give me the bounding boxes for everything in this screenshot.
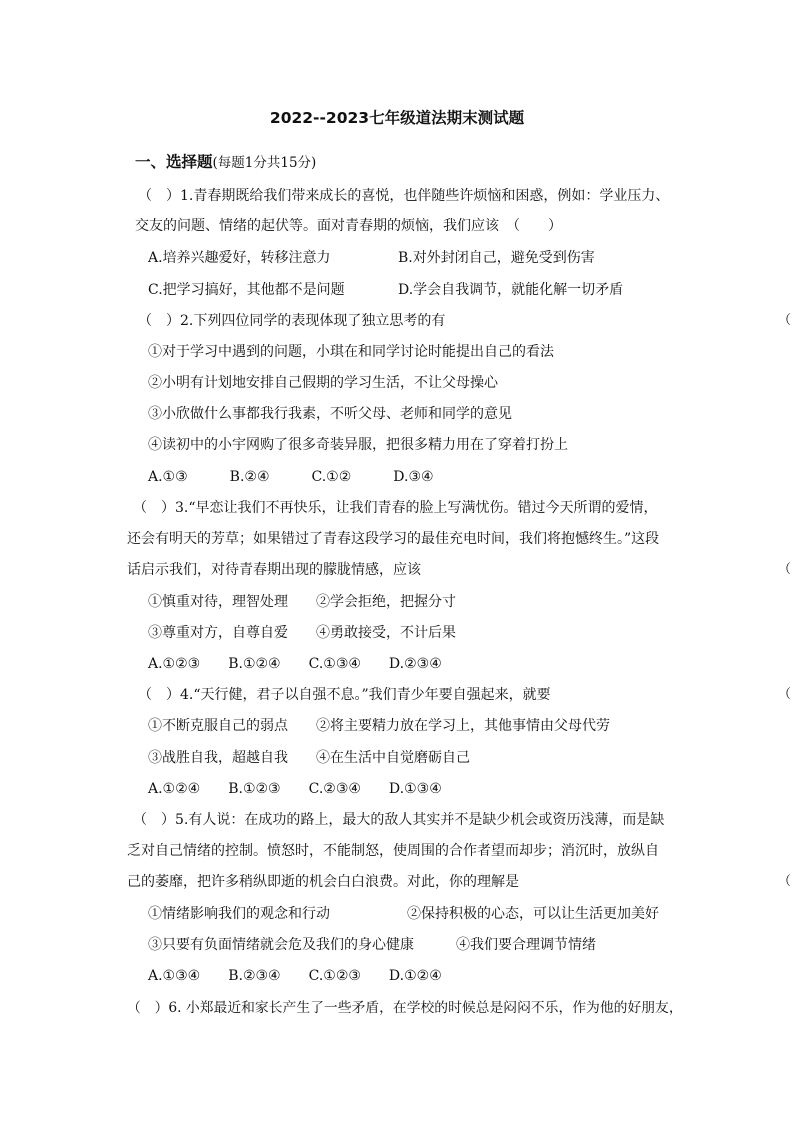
q5-stem-line-3: 己的萎靡，把许多稍纵即逝的机会白白浪费。对此，你的理解是	[127, 874, 519, 890]
q1-option-a: A.培养兴趣爱好，转移注意力	[148, 250, 331, 266]
section-note: (每题1分共15分)	[212, 155, 317, 171]
q3-item-3-4: ③尊重对方，自尊自爱 ④勇敢接受，不计后果	[148, 625, 456, 641]
q1-option-c: C.把学习搞好，其他都不是问题	[148, 282, 345, 298]
q2-options: A.①③ B.②④ C.①② D.③④	[148, 469, 434, 485]
section-title: 一、选择题	[135, 153, 213, 171]
q2-item-2: ②小明有计划地安排自己假期的学习生活，不让父母操心	[148, 375, 498, 391]
q1-stem-line-2: 交友的问题、情绪的起伏等。面对青春期的烦恼，我们应该 （ ）	[135, 218, 562, 234]
q4-item-3-4: ③战胜自我，超越自我 ④在生活中自觉磨砺自己	[148, 750, 470, 766]
q5-stem-line-2: 乏对自己情绪的控制。愤怒时，不能制怒，使周围的合作者望而却步；消沉时，放纵自	[127, 843, 659, 859]
q3-item-1-2: ①慎重对待，理智处理 ②学会拒绝，把握分寸	[148, 594, 456, 610]
q4-stem: （ ）4.“天行健，君子以自强不息。”我们青少年要自强起来，就要	[138, 687, 551, 703]
q5-item-1: ①情绪影响我们的观念和行动	[148, 906, 330, 922]
q5-stem-line-1: （ ）5.有人说：在成功的路上，最大的敌人其实并不是缺少机会或资历浅薄，而是缺	[133, 812, 665, 828]
edge-mark: （	[778, 562, 792, 577]
q5-item-4: ④我们要合理调节情绪	[456, 937, 596, 953]
section-heading	[135, 150, 316, 172]
edge-mark: （	[778, 313, 792, 328]
q1-stem-line-1: （ ）1.青春期既给我们带来成长的喜悦，也伴随些许烦恼和困惑，例如：学业压力、	[138, 188, 670, 204]
edge-mark: （	[778, 687, 792, 702]
q3-options: A.①②③ B.①②④ C.①③④ D.②③④	[148, 656, 442, 672]
q2-stem: （ ）2.下列四位同学的表现体现了独立思考的有	[138, 313, 446, 329]
q4-options: A.①②④ B.①②③ C.②③④ D.①③④	[148, 781, 442, 797]
q3-stem-line-2: 还会有明天的芳草；如果错过了青春这段学习的最佳充电时间，我们将抱憾终生。”这段	[127, 531, 660, 547]
q1-option-d: D.学会自我调节，就能化解一切矛盾	[398, 282, 624, 298]
q4-item-1-2: ①不断克服自己的弱点 ②将主要精力放在学习上，其他事情由父母代劳	[148, 718, 610, 734]
page-title: 2022--2023七年级道法期末测试题	[269, 109, 525, 127]
q2-item-3: ③小欣做什么事都我行我素，不听父母、老师和同学的意见	[148, 406, 512, 422]
q5-item-2: ②保持积极的心态，可以让生活更加美好	[407, 906, 659, 922]
q5-options: A.①③④ B.②③④ C.①②③ D.①②④	[148, 968, 442, 984]
q2-item-4: ④读初中的小宇网购了很多奇装异服，把很多精力用在了穿着打扮上	[148, 437, 568, 453]
q2-item-1: ①对于学习中遇到的问题，小琪在和同学讨论时能提出自己的看法	[148, 344, 554, 360]
q3-stem-line-3: 话启示我们，对待青春期出现的朦胧情感，应该	[127, 562, 421, 578]
q5-item-3: ③只要有负面情绪就会危及我们的身心健康	[148, 937, 414, 953]
q1-option-b: B.对外封闭自己，避免受到伤害	[398, 250, 595, 266]
edge-mark: （	[778, 874, 792, 889]
q3-stem-line-1: （ ）3.“早恋让我们不再快乐，让我们青春的脸上写满忧伤。错过今天所谓的爱情，	[133, 500, 658, 516]
q6-stem-line-1: （ ）6. 小郑最近和家长产生了一些矛盾，在学校的时候总是闷闷不乐，作为他的好朋友，	[127, 1000, 683, 1016]
